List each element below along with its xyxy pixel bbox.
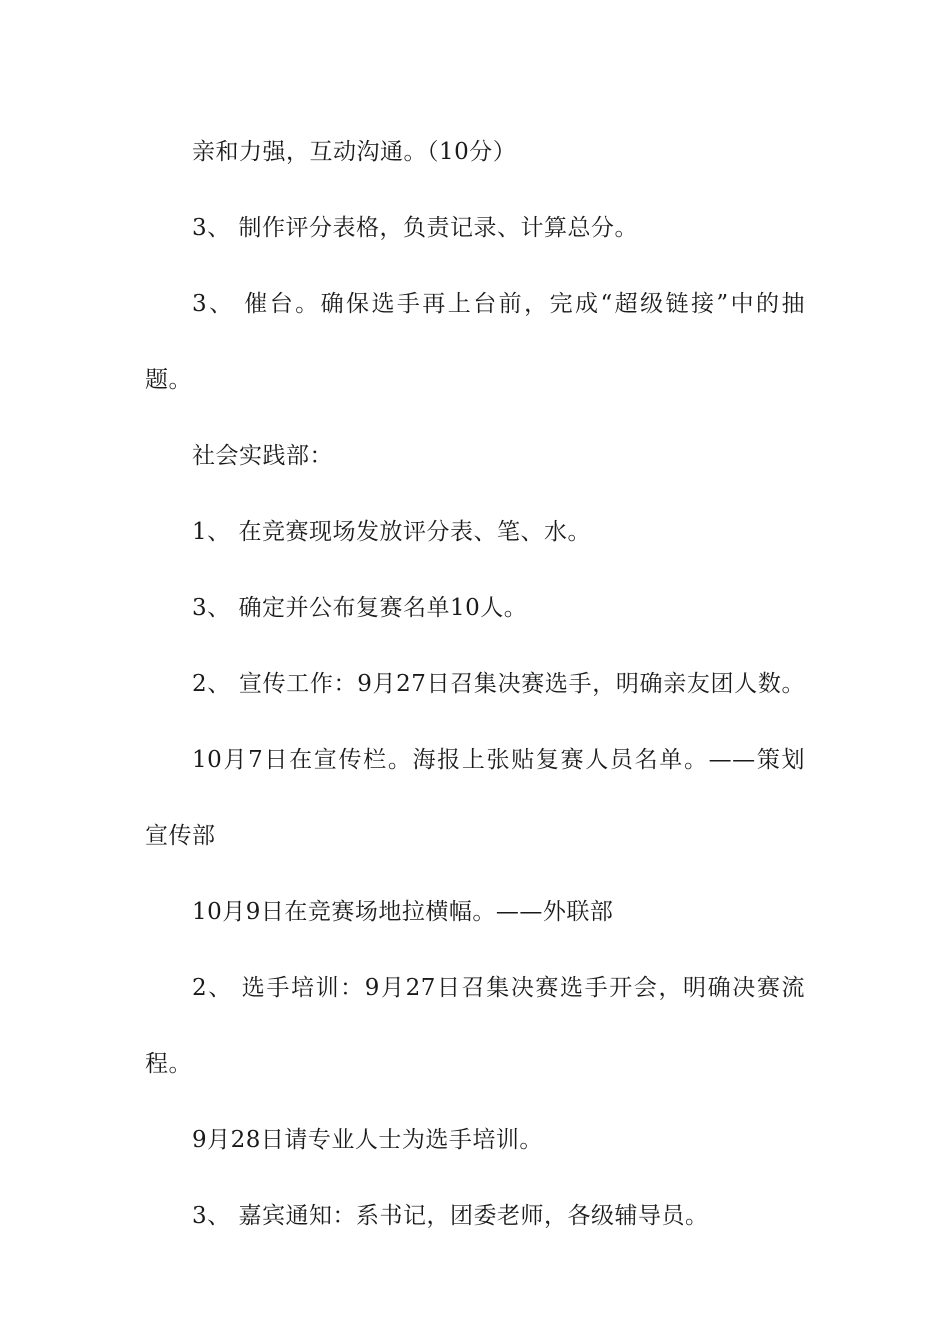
paragraph-line: 9月28日请专业人士为选手培训。	[192, 1127, 543, 1153]
paragraph-line: 10月7日在宣传栏。海报上张贴复赛人员名单。——策划	[192, 747, 805, 773]
list-item: 3、 催台。确保选手再上台前，完成“超级链接”中的抽	[192, 291, 805, 317]
paragraph-line: 10月9日在竞赛场地拉横幅。——外联部	[192, 899, 614, 925]
paragraph-continuation: 题。	[145, 367, 192, 393]
list-item: 3、 制作评分表格，负责记录、计算总分。	[192, 215, 638, 241]
paragraph-line: 亲和力强，互动沟通。（10分）	[192, 139, 517, 165]
list-item: 2、 选手培训：9月27日召集决赛选手开会，明确决赛流	[192, 975, 805, 1001]
section-heading: 社会实践部：	[192, 443, 333, 469]
paragraph-continuation: 宣传部	[145, 823, 216, 849]
list-item: 2、 宣传工作：9月27日召集决赛选手，明确亲友团人数。	[192, 671, 805, 697]
list-item: 3、 确定并公布复赛名单10人。	[192, 595, 528, 621]
list-item: 1、 在竞赛现场发放评分表、笔、水。	[192, 519, 591, 545]
list-item: 3、 嘉宾通知：系书记，团委老师，各级辅导员。	[192, 1203, 709, 1229]
paragraph-continuation: 程。	[145, 1051, 192, 1077]
